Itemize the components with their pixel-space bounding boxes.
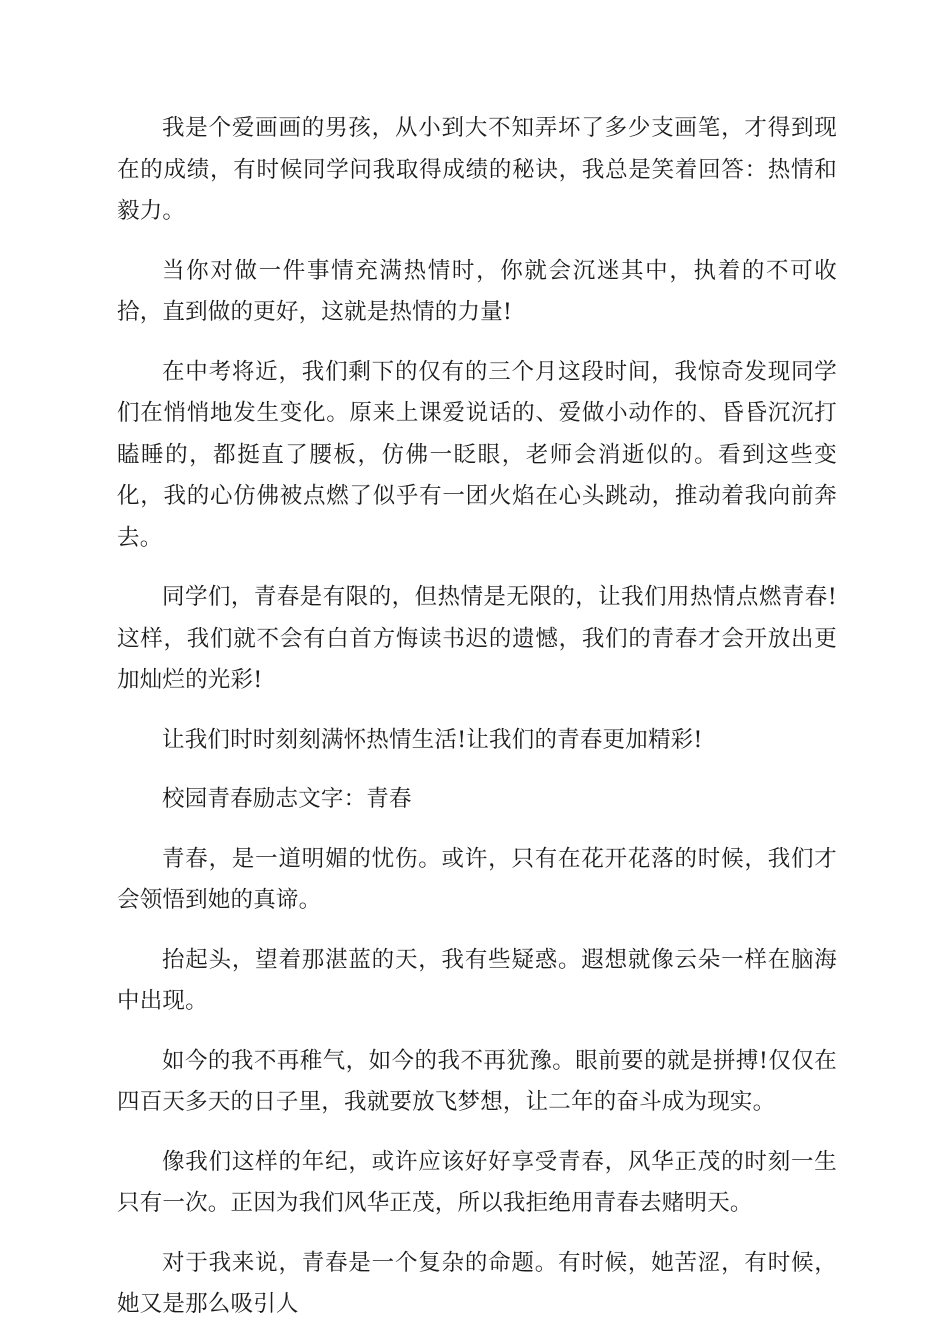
document-body xyxy=(117,108,837,1344)
paragraph: 我是个爱画画的男孩，从小到大不知弄坏了多少支画笔，才得到现在的成绩，有时候同学问我取得成绩的秘诀，我总是笑着回答：热情和毅力。 xyxy=(117,115,837,224)
paragraph: 当你对做一件事情充满热情时，你就会沉迷其中，执着的不可收拾，直到做的更好，这就是热情的力量! xyxy=(117,257,837,325)
paragraph: 同学们，青春是有限的，但热情是无限的，让我们用热情点燃青春!这样，我们就不会有白首方悔读书迟的遗憾，我们的青春才会开放出更加灿烂的光彩! xyxy=(117,584,837,693)
paragraph: 青春，是一道明媚的忧伤。或许，只有在花开花落的时候，我们才会领悟到她的真谛。 xyxy=(117,845,837,913)
paragraph: 在中考将近，我们剩下的仅有的三个月这段时间，我惊奇发现同学们在悄悄地发生变化。原来上课爱说话的、爱做小动作的、昏昏沉沉打瞌睡的，都挺直了腰板，仿佛一眨眼，老师会消逝似的。看到这些变化，我的心仿佛被点燃了似乎有一团火焰在心头跳动，推动着我向前奔去。 xyxy=(117,358,837,551)
paragraph: 让我们时时刻刻满怀热情生活!让我们的青春更加精彩! xyxy=(162,726,703,753)
paragraph: 像我们这样的年纪，或许应该好好享受青春，风华正茂的时刻一生只有一次。正因为我们风华正茂，所以我拒绝用青春去赌明天。 xyxy=(117,1148,837,1216)
paragraph: 对于我来说，青春是一个复杂的命题。有时候，她苦涩，有时候，她又是那么吸引人 xyxy=(117,1249,837,1317)
section-heading: 校园青春励志文字：青春 xyxy=(162,786,412,812)
paragraph: 如今的我不再稚气，如今的我不再犹豫。眼前要的就是拼搏!仅仅在四百天多天的日子里，我就要放飞梦想，让二年的奋斗成为现实。 xyxy=(117,1047,837,1115)
paragraph: 抬起头，望着那湛蓝的天，我有些疑惑。遐想就像云朵一样在脑海中出现。 xyxy=(117,946,837,1014)
